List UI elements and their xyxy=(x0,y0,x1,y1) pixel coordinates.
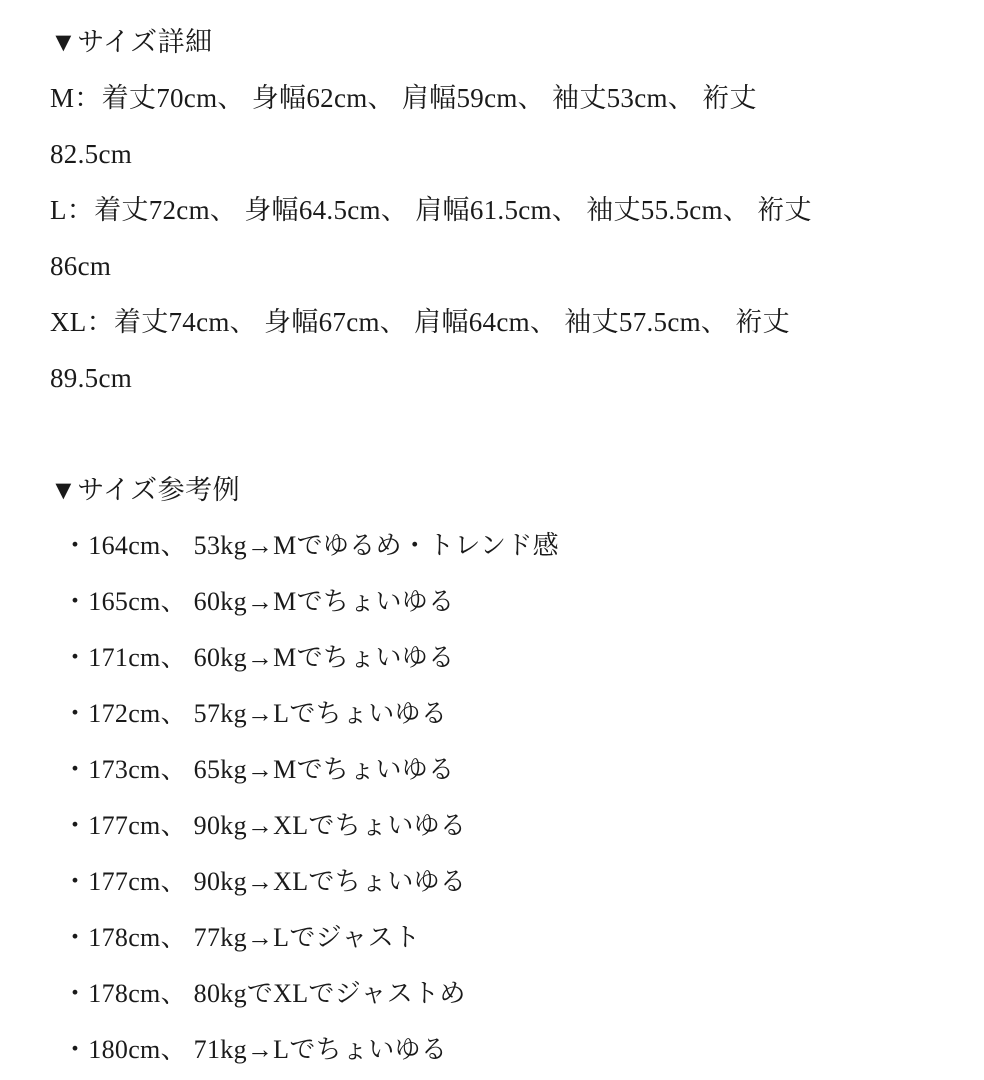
size-detail-line: XL：着丈74cm、 身幅67cm、 肩幅64cm、 袖丈57.5cm、 裄丈 xyxy=(50,307,790,337)
size-detail-line: M：着丈70cm、 身幅62cm、 肩幅59cm、 袖丈53cm、 裄丈 xyxy=(50,83,757,113)
list-item: ・178cm、 77kg→Lでジャスト xyxy=(62,923,421,952)
size-detail-section xyxy=(50,14,940,406)
size-reference-list xyxy=(50,518,940,1078)
list-item: ・171cm、 60kg→Mでちょいゆる xyxy=(62,643,455,672)
list-item: ・164cm、 53kg→Mでゆるめ・トレンド感 xyxy=(62,531,559,560)
list-item: ・177cm、 90kg→XLでちょいゆる xyxy=(62,867,467,896)
list-item: ・177cm、 90kg→XLでちょいゆる xyxy=(62,811,467,840)
list-item: ・173cm、 65kg→Mでちょいゆる xyxy=(62,755,455,784)
list-item: ・172cm、 57kg→Lでちょいゆる xyxy=(62,699,448,728)
size-detail-heading: ▼サイズ詳細 xyxy=(50,27,213,57)
list-item: ・165cm、 60kg→Mでちょいゆる xyxy=(62,587,455,616)
size-detail-line: 89.5cm xyxy=(50,363,133,393)
size-detail-line: 86cm xyxy=(50,251,112,281)
size-detail-line: L：着丈72cm、 身幅64.5cm、 肩幅61.5cm、 袖丈55.5cm、 裄丈 xyxy=(50,195,812,225)
size-detail-line: 82.5cm xyxy=(50,139,133,169)
list-item: ・180cm、 71kg→Lでちょいゆる xyxy=(62,1035,448,1064)
size-reference-section xyxy=(50,462,940,1078)
section-spacer xyxy=(50,406,940,462)
list-item: ・178cm、 80kgでXLでジャストめ xyxy=(62,979,466,1008)
size-reference-heading: ▼サイズ参考例 xyxy=(50,475,241,505)
